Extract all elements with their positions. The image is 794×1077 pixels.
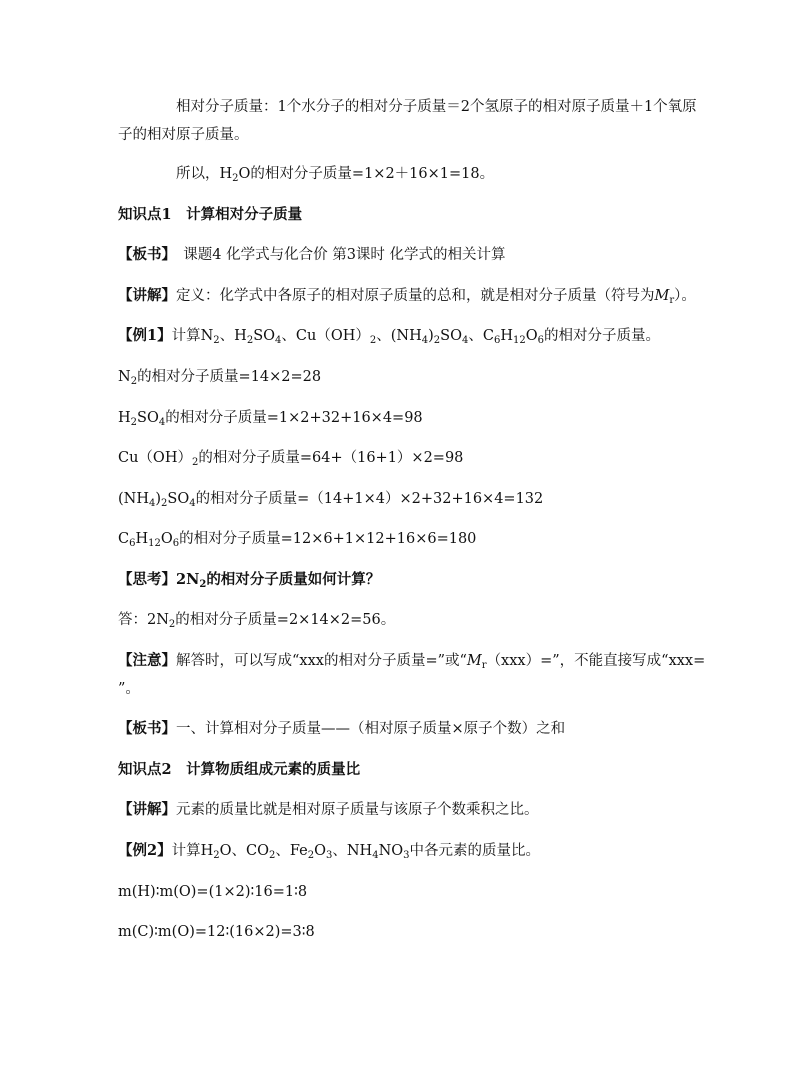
paragraph-definition: 相对分子质量：1个水分子的相对分子质量＝2个氢原子的相对原子质量＋1个氧原 [176,99,697,115]
heading-knowledge-point-1: 知识点1 计算相对分子质量 [118,206,303,223]
answer: 答：$2N_2$的相对分子质量=2×14×2=56。 [118,612,396,630]
think-question: 【思考】$2N_2$的相对分子质量如何计算？ [118,571,381,590]
paragraph-definition-cont: 子的相对原子质量。 [118,127,249,143]
board-note-1: 【板书】 课题4 化学式与化合价 第3课时 化学式的相关计算 [118,246,506,263]
note-cont: ”。 [118,681,140,697]
result-h2so4: $H_2SO_4$的相对分子质量=1×2+32+16×4=98 [118,410,423,428]
result-c6h12o6: $C_6H_{12}O_6$的相对分子质量=12×6+1×12+16×6=180 [118,531,477,549]
result-cu-oh-2: $Cu(OH)_2$的相对分子质量=64+（16+1）×2=98 [118,450,464,468]
note: 【注意】解答时，可以写成“xxx的相对分子质量=”或“$M_r(xxx)=$”，不能直接写成“xxx= [118,652,706,671]
result-n2: $N_2$的相对分子质量=14×2=28 [118,369,322,387]
board-note-2: 【板书】一、计算相对分子质量——（相对原子质量×原子个数）之和 [118,720,566,737]
explanation-1: 【讲解】定义：化学式中各原子的相对原子质量的总和，就是相对分子质量（符号为$M_r$）。 [118,287,696,306]
example-2: 【例2】计算$H_2O$、$CO_2$、$Fe_2O_3$、$NH_4NO_3$中各元素的质量比。 [118,842,541,861]
mass-ratio-h-o: m(H)∶m(O)=(1×2)∶16=1∶8 [118,884,308,900]
heading-knowledge-point-2: 知识点2 计算物质组成元素的质量比 [118,761,361,778]
paragraph-water-calc: 所以，$H_2O$的相对分子质量=1×2＋16×1=18。 [176,166,495,184]
mass-ratio-c-o: m(C)∶m(O)=12∶(16×2)=3∶8 [118,924,315,940]
example-1: 【例1】计算$N_2$、$H_2SO_4$、$Cu(OH)_2$、$(NH_4)_2SO_4$、$C_6H_{12}O_6$的相对分子质量。 [118,327,660,346]
explanation-2: 【讲解】元素的质量比就是相对原子质量与该原子个数乘积之比。 [118,801,539,818]
result-nh4-2so4: $(NH_4)_2SO_4$的相对分子质量=（14+1×4）×2+32+16×4=132 [118,491,544,509]
